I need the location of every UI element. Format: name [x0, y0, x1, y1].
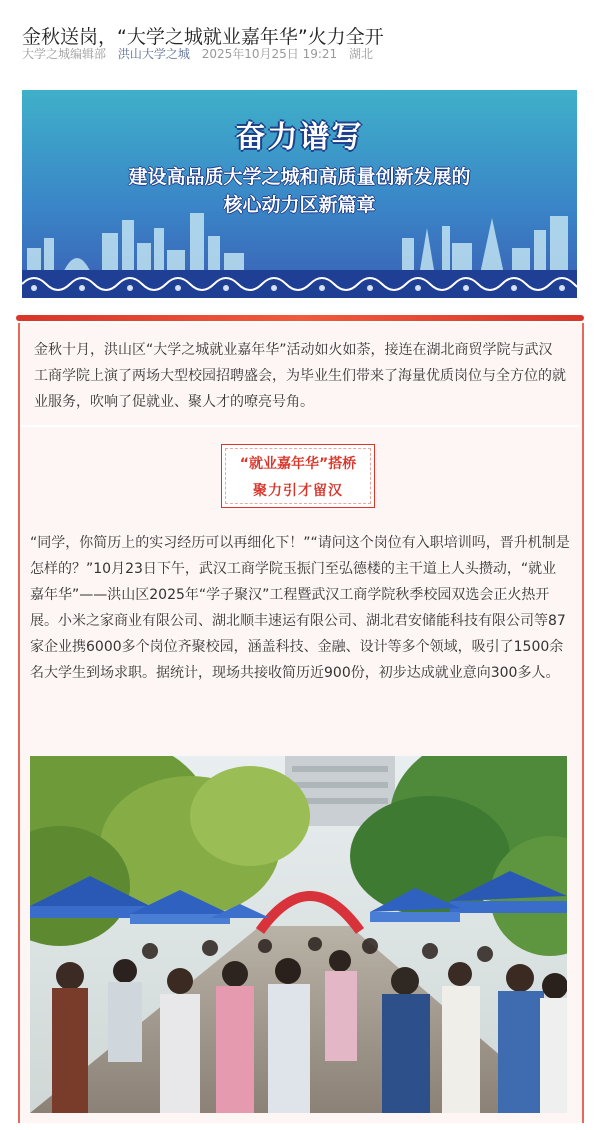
- intro-paragraph: 金秋十月，洪山区“大学之城就业嘉年华”活动如火如荼，接连在湖北商贸学院与武汉工商学院上演了两场大型校园招聘盛会，为毕业生们带来了海量优质岗位与全方位的就业服务，吹响了促就业、聚人才的嘹亮号角。: [34, 342, 566, 410]
- intro-separator: [20, 425, 580, 427]
- body-paragraph: “同学，你简历上的实习经历可以再细化下！”“请问这个岗位有入职培训吗，晋升机制是怎样的？”10月23日下午，武汉工商学院玉振门至弘德楼的主干道上人头攒动，“就业嘉年华”——洪山区2025年“学子聚汉”工程暨武汉工商学院秋季校园双选会正火热开展。小米之家商业有限公司、湖北顺丰速运有限公司、湖北君安储能科技有限公司等87家企业携6000多个岗位齐聚校园，涵盖科技、金融、设计等多个领域，吸引了1500余名大学生到场求职。据统计，现场共接收简历近900份，初步达成就业意向300多人。: [30, 535, 570, 681]
- section-heading-line1: “就业嘉年华”搭桥: [239, 456, 357, 472]
- banner-skyline-illustration: [22, 208, 577, 298]
- job-fair-photo: [30, 756, 567, 1113]
- publish-datetime: 2025年10月25日 19:21: [201, 47, 338, 61]
- article-meta: [22, 45, 381, 62]
- editor-name: 大学之城编辑部: [22, 47, 107, 61]
- section-heading-box: [221, 444, 375, 508]
- publish-location: 湖北: [349, 47, 374, 61]
- account-link[interactable]: 洪山大学之城: [117, 47, 190, 61]
- article-title: 金秋送岗，“大学之城就业嘉年华”火力全开: [22, 25, 384, 48]
- red-divider: [16, 315, 584, 321]
- banner-line1: 奋力谱写: [235, 120, 364, 155]
- banner-line3: 核心动力区新篇章: [223, 194, 376, 216]
- section-heading-line2: 聚力引才留汉: [253, 483, 343, 499]
- header-banner-image: [22, 90, 577, 298]
- banner-line2: 建设高品质大学之城和高质量创新发展的: [128, 166, 471, 188]
